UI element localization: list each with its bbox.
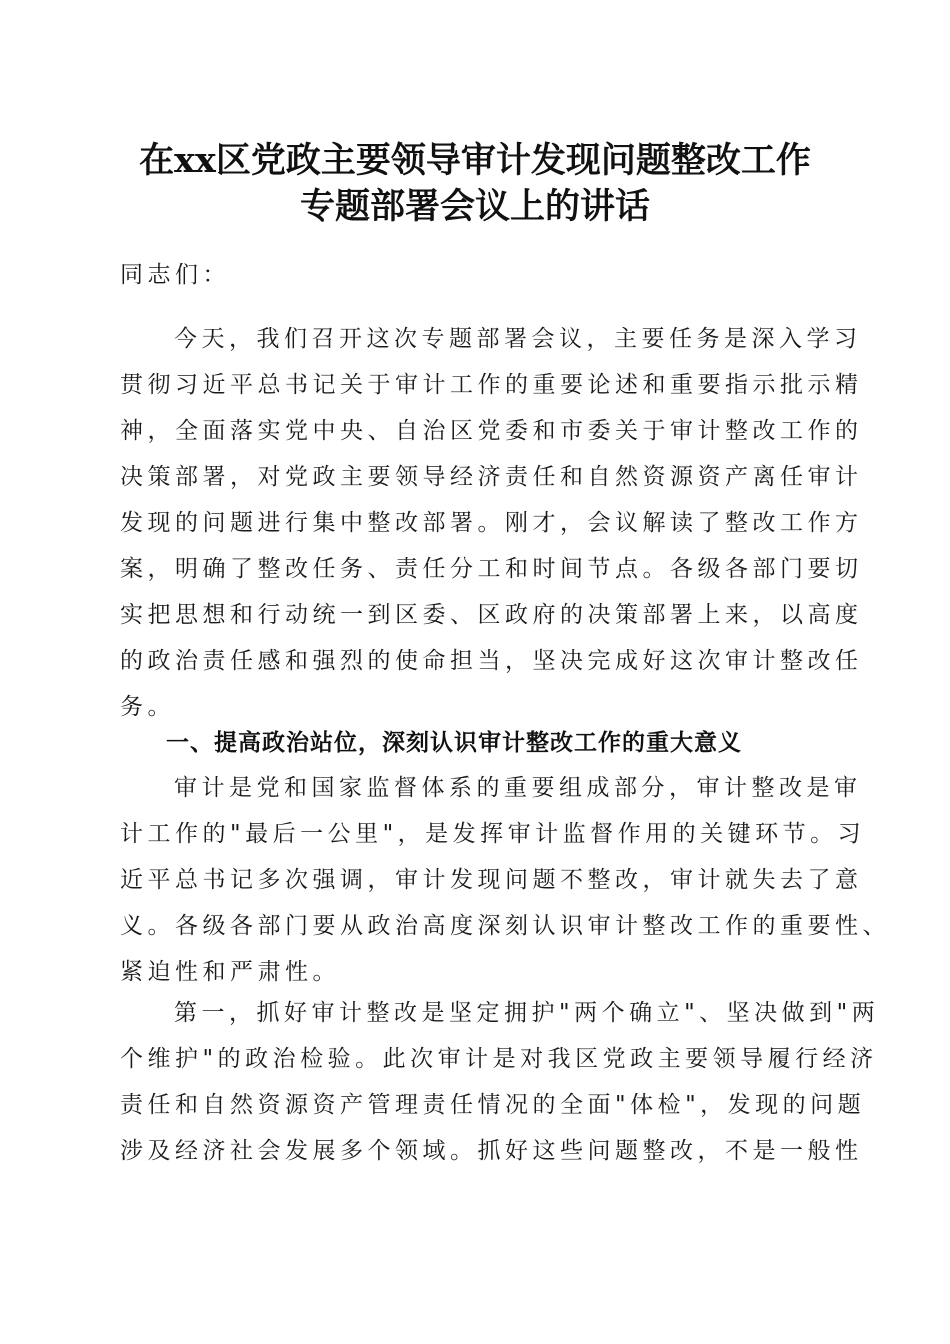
paragraph-3-line: 涉及经济社会发展多个领域。抓好这些问题整改，不是一般性 [120,1138,863,1164]
paragraph-3-line: 责任和自然资源资产管理责任情况的全面"体检"，发现的问题 [120,1092,866,1118]
salutation: 同志们： [120,262,230,288]
paragraph-1-line: 神，全面落实党中央、自治区党委和市委关于审计整改工作的 [120,418,863,444]
paragraph-1-line: 今天，我们召开这次专题部署会议，主要任务是深入学习 [174,326,862,352]
paragraph-2-line: 紧迫性和严肃性。 [120,959,340,985]
paragraph-2 [120,765,890,995]
paragraph-1-line: 案，明确了整改任务、责任分工和时间节点。各级各部门要切 [120,556,863,582]
document-title-line-1: 在xx区党政主要领导审计发现问题整改工作 [139,140,811,181]
paragraph-2-line: 近平总书记多次强调，审计发现问题不整改，审计就失去了意 [120,867,863,893]
paragraph-3 [120,990,880,1174]
paragraph-1-line: 实把思想和行动统一到区委、区政府的决策部署上来，以高度 [120,602,863,628]
paragraph-1 [120,316,863,730]
paragraph-1-line: 贯彻习近平总书记关于审计工作的重要论述和重要指示批示精 [120,372,863,398]
document-title-line-2: 专题部署会议上的讲话 [299,186,650,227]
paragraph-2-line: 计工作的"最后一公里"，是发挥审计监督作用的关键环节。习 [120,821,866,847]
paragraph-3-line: 个维护"的政治检验。此次审计是对我区党政主要领导履行经济 [120,1046,878,1072]
paragraph-2-line: 审计是党和国家监督体系的重要组成部分，审计整改是审 [174,775,862,801]
paragraph-2-line: 义。各级各部门要从政治高度深刻认识审计整改工作的重要性、 [120,913,890,939]
paragraph-1-line: 的政治责任感和强烈的使命担当，坚决完成好这次审计整改任 [120,648,863,674]
paragraph-1-line: 决策部署，对党政主要领导经济责任和自然资源资产离任审计 [120,464,863,490]
paragraph-3-line: 第一，抓好审计整改是坚定拥护"两个确立"、坚决做到"两 [174,1000,880,1026]
section-heading-1: 一、提高政治站位，深刻认识审计整改工作的重大意义 [166,730,742,756]
paragraph-1-line: 务。 [120,694,175,720]
paragraph-1-line: 发现的问题进行集中整改部署。刚才，会议解读了整改工作方 [120,510,863,536]
